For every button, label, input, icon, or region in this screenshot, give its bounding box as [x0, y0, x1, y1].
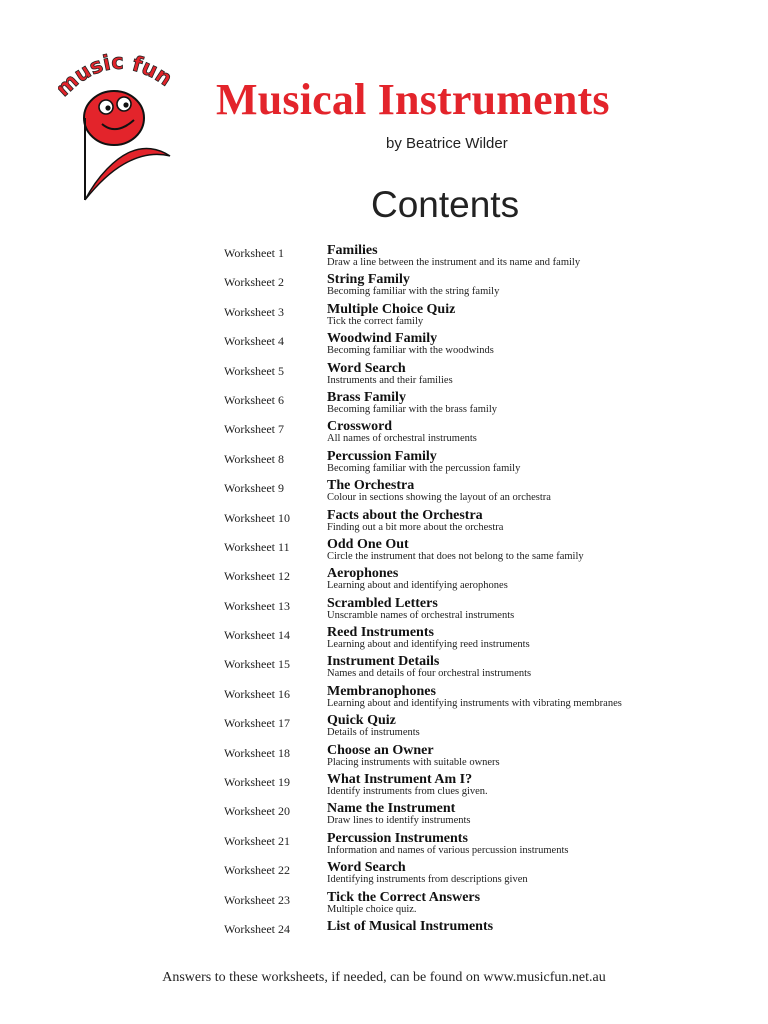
worksheet-title: Aerophones	[327, 566, 399, 582]
worksheet-description: Names and details of four orchestral instruments	[327, 668, 532, 680]
worksheet-label: Worksheet 2	[224, 275, 285, 290]
worksheet-description: All names of orchestral instruments	[327, 433, 477, 445]
toc-row	[224, 538, 744, 567]
toc-row	[224, 597, 744, 626]
worksheet-title: What Instrument Am I?	[327, 772, 473, 788]
worksheet-description: Tick the correct family	[327, 315, 424, 327]
worksheet-label: Worksheet 11	[224, 539, 290, 554]
worksheet-title: Word Search	[327, 360, 406, 376]
worksheet-description: Becoming familiar with the string family	[327, 286, 500, 298]
worksheet-label: Worksheet 1	[224, 246, 285, 260]
footer-note: Answers to these worksheets, if needed, can be found on www.musicfun.net.au	[162, 970, 606, 985]
toc-row	[224, 802, 744, 831]
toc-row	[224, 832, 744, 861]
toc-row	[224, 773, 744, 802]
worksheet-title: Scrambled Letters	[327, 595, 438, 611]
toc-row	[224, 303, 744, 332]
worksheet-description: Learning about and identifying reed instruments	[327, 639, 530, 651]
worksheet-description: Becoming familiar with the brass family	[327, 403, 497, 415]
worksheet-title: Families	[327, 243, 378, 258]
toc-row	[224, 479, 744, 508]
toc-row	[224, 244, 744, 273]
worksheet-label: Worksheet 15	[224, 657, 291, 672]
worksheet-title: Instrument Details	[327, 654, 440, 670]
toc-row	[224, 450, 744, 479]
worksheet-label: Worksheet 14	[224, 628, 291, 643]
worksheet-title: Multiple Choice Quiz	[327, 301, 456, 317]
toc-row	[224, 685, 744, 714]
toc-row	[224, 567, 744, 596]
worksheet-description: Placing instruments with suitable owners	[327, 756, 500, 768]
worksheet-title: Percussion Family	[327, 448, 437, 464]
worksheet-label: Worksheet 9	[224, 481, 285, 496]
logo-text: usic fun	[69, 50, 174, 91]
worksheet-description: Multiple choice quiz.	[327, 903, 417, 915]
worksheet-title: The Orchestra	[327, 478, 415, 494]
worksheet-description: Details of instruments	[327, 727, 420, 739]
worksheet-title: Quick Quiz	[327, 713, 396, 729]
worksheet-label: Worksheet 13	[224, 598, 291, 613]
worksheet-title: Name the Instrument	[327, 801, 456, 817]
worksheet-title: String Family	[327, 272, 410, 288]
worksheet-label: Worksheet 20	[224, 804, 291, 819]
worksheet-title: Percussion Instruments	[327, 830, 468, 846]
worksheet-description: Circle the instrument that does not belong to the same family	[327, 550, 584, 562]
worksheet-title: Tick the Correct Answers	[327, 889, 481, 905]
worksheet-title: Facts about the Orchestra	[327, 507, 483, 523]
toc-row	[224, 714, 744, 743]
worksheet-description: Learning about and identifying instruments with vibrating membranes	[327, 697, 622, 709]
worksheet-label: Worksheet 5	[224, 363, 285, 378]
worksheet-title: Woodwind Family	[327, 331, 438, 347]
music-note-face-icon	[58, 50, 174, 202]
toc-row	[224, 891, 744, 920]
worksheet-label: Worksheet 22	[224, 863, 291, 878]
worksheet-title: Word Search	[327, 860, 406, 876]
worksheet-label: Worksheet 24	[224, 921, 291, 936]
worksheet-label: Worksheet 23	[224, 892, 291, 907]
worksheet-label: Worksheet 16	[224, 686, 291, 701]
worksheet-label: Worksheet 17	[224, 716, 291, 731]
toc-row	[224, 655, 744, 684]
worksheet-description: Identifying instruments from descriptions given	[327, 874, 528, 886]
toc-row	[224, 744, 744, 773]
worksheet-description: Learning about and identifying aerophones	[327, 580, 508, 592]
table-of-contents	[224, 244, 744, 949]
worksheet-description: Identify instruments from clues given.	[327, 786, 488, 798]
worksheet-title: Membranophones	[327, 683, 436, 699]
worksheet-label: Worksheet 6	[224, 392, 285, 407]
toc-row	[224, 273, 744, 302]
toc-row	[224, 861, 744, 890]
toc-row	[224, 332, 744, 361]
toc-row	[224, 362, 744, 391]
music-fun-logo	[58, 50, 174, 202]
worksheet-description: Unscramble names of orchestral instruments	[327, 609, 515, 621]
worksheet-title: Brass Family	[327, 389, 406, 405]
worksheet-label: Worksheet 10	[224, 510, 291, 525]
worksheet-title: Reed Instruments	[327, 625, 434, 641]
toc-row	[224, 509, 744, 538]
worksheet-title: Odd One Out	[327, 536, 409, 552]
worksheet-label: Worksheet 4	[224, 334, 285, 349]
worksheet-label: Worksheet 18	[224, 745, 291, 760]
toc-row	[224, 626, 744, 655]
worksheet-description: Colour in sections showing the layout of an orchestra	[327, 492, 551, 504]
worksheet-title: List of Musical Instruments	[327, 918, 494, 934]
worksheet-description: Finding out a bit more about the orchestra	[327, 521, 504, 533]
worksheet-title: Crossword	[327, 419, 393, 435]
worksheet-description: Draw a line between the instrument and its name and family	[327, 257, 581, 268]
author-byline: by Beatrice Wilder	[386, 135, 508, 152]
worksheet-label: Worksheet 8	[224, 451, 285, 466]
document-title: Musical Instruments	[216, 75, 610, 124]
toc-row	[224, 920, 744, 949]
worksheet-label: Worksheet 21	[224, 833, 291, 848]
worksheet-description: Becoming familiar with the percussion family	[327, 462, 521, 474]
toc-row	[224, 420, 744, 449]
toc-row	[224, 391, 744, 420]
worksheet-label: Worksheet 19	[224, 775, 291, 790]
worksheet-label: Worksheet 3	[224, 304, 285, 319]
worksheet-description: Draw lines to identify instruments	[327, 815, 471, 827]
worksheet-description: Becoming familiar with the woodwinds	[327, 345, 494, 357]
worksheet-title: Choose an Owner	[327, 742, 434, 758]
worksheet-label: Worksheet 7	[224, 422, 285, 437]
worksheet-description: Information and names of various percussion instruments	[327, 844, 569, 856]
worksheet-description: Instruments and their families	[327, 374, 453, 386]
worksheet-label: Worksheet 12	[224, 569, 291, 584]
contents-heading: Contents	[371, 184, 520, 225]
